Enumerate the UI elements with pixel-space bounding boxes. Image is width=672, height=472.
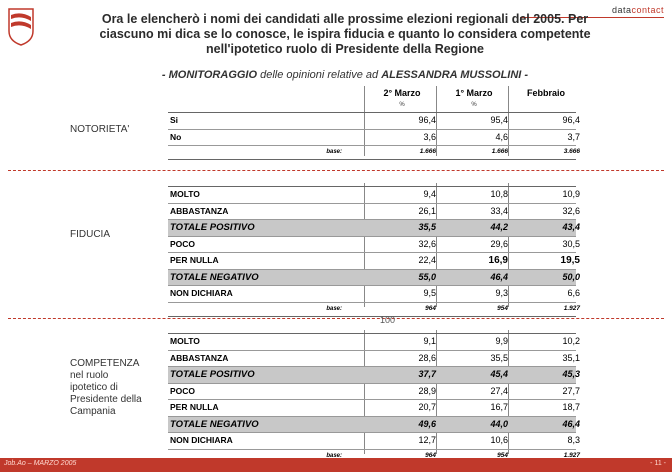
- table-row: POCO 28,9 27,4 27,7: [168, 384, 576, 401]
- total-row: TOTALE NEGATIVO 49,6 44,0 46,4: [168, 417, 576, 434]
- table-row: NON DICHIARA 9,5 9,3 6,6: [168, 286, 576, 303]
- base-row: base: 964 954 1.927: [168, 303, 576, 317]
- column-unit: %: [471, 102, 477, 108]
- page-subtitle: - MONITORAGGIO delle opinioni relative ad ALESSANDRA MUSSOLINI -: [161, 69, 529, 81]
- total-row: TOTALE POSITIVO 35,5 44,2 43,4: [168, 220, 576, 237]
- footer-bar: [0, 458, 672, 472]
- footer-left-text: Job.Ao – MARZO 2005: [4, 460, 77, 467]
- total-row: TOTALE POSITIVO 37,7 45,4 45,3: [168, 367, 576, 384]
- column-header-1-marzo: 1° Marzo: [455, 88, 493, 98]
- page-title: Ora le elencherò i nomi dei candidati alle prossime elezioni regionali del 2005. Per ciascuno mi dica se lo conosce, le ispira fiducia e quanto lo considera competente nell'ipotetico ruolo di Presidente della Regione: [99, 12, 591, 56]
- notorieta-table: [168, 112, 580, 160]
- total-row: TOTALE NEGATIVO 55,0 46,4 50,0: [168, 270, 576, 287]
- base-row: base: 1.666 1.666 3.666: [168, 146, 576, 160]
- table-row: POCO 32,6 29,6 30,5: [168, 237, 576, 254]
- section-label-competenza: COMPETENZA nel ruolo ipotetico di Presidente della Campania: [70, 358, 142, 417]
- table-row: No 3,6 4,6 3,7: [168, 130, 576, 147]
- table-row: Si 96,4 95,4 96,4: [168, 112, 576, 130]
- column-header-febbraio: Febbraio: [526, 88, 565, 98]
- section-label-fiducia: FIDUCIA: [70, 229, 110, 240]
- base-row: base: 964 954 1.927: [168, 450, 576, 464]
- competenza-table: [168, 333, 580, 464]
- hundred-label: 100: [380, 315, 396, 325]
- section-divider: [8, 170, 664, 171]
- section-label-notorieta: NOTORIETA': [70, 124, 130, 135]
- column-header-2-marzo: 2° Marzo: [383, 88, 421, 98]
- section-divider: [8, 318, 664, 319]
- brand-logo: datacontact: [611, 5, 664, 15]
- region-logo-icon: [7, 7, 35, 47]
- table-row: ABBASTANZA 26,1 33,4 32,6: [168, 204, 576, 221]
- table-row: ABBASTANZA 28,6 35,5 35,1: [168, 351, 576, 368]
- table-row: PER NULLA 22,4 16,9 19,5: [168, 253, 576, 270]
- column-unit: %: [399, 102, 405, 108]
- fiducia-table: [168, 186, 580, 317]
- page-number: - 11 -: [650, 460, 666, 467]
- table-row: NON DICHIARA 12,7 10,6 8,3: [168, 433, 576, 450]
- table-row: MOLTO 9,4 10,8 10,9: [168, 186, 576, 204]
- table-row: PER NULLA 20,7 16,7 18,7: [168, 400, 576, 417]
- table-row: MOLTO 9,1 9,9 10,2: [168, 333, 576, 351]
